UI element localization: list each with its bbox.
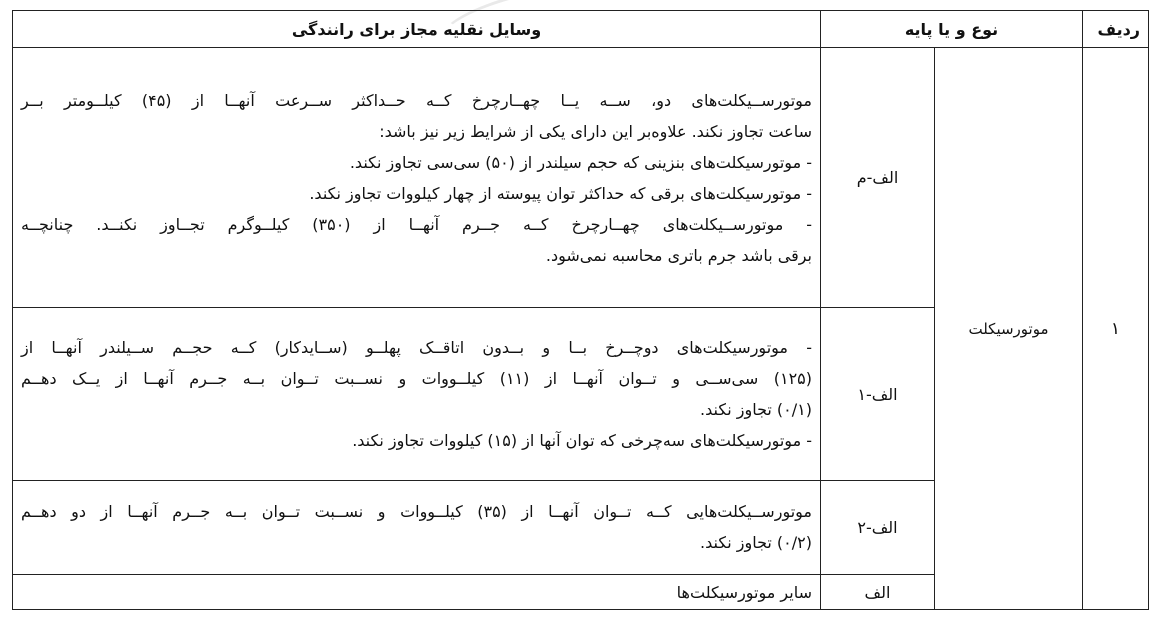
description-line: - موتورسیکلت‌های بنزینی که حجم سیلندر از (۵۰) سی‌سی تجاوز نکند. [349, 152, 812, 172]
main-type-cell: موتورسیکلت [935, 48, 1083, 610]
description-line: - موتورسیکلت‌های دوچــرخ بــا و بــدون اتاقــک پهلــو (ســایدکار) کــه حجــم ســیلندر آنهــا از [21, 338, 812, 358]
vehicle-description [13, 48, 821, 308]
header-vehicles: وسایل نقلیه مجاز برای رانندگی [13, 11, 821, 48]
description-line: - موتورســیکلت‌های چهــارچرخ کــه جــرم آنهــا از (۳۵۰) کیلــوگرم تجــاوز نکنــد. چنانچــه [21, 214, 812, 234]
description-line: - موتورسیکلت‌های برقی که حداکثر توان پیوسته از چهار کیلووات تجاوز نکند. [309, 183, 812, 203]
vehicle-description [13, 308, 821, 480]
vehicle-description [13, 575, 821, 610]
header-row-number: ردیف [1083, 11, 1149, 48]
category-code: الف [821, 575, 935, 610]
row-number-cell: ۱ [1083, 48, 1149, 610]
description-line: - موتورسیکلت‌های سه‌چرخی که توان آنها از (۱۵) کیلووات تجاوز نکند. [352, 431, 812, 451]
header-row [13, 11, 1149, 48]
category-code: الف-م [821, 48, 935, 308]
license-category-table [12, 10, 1149, 610]
description-line: (۰/۲) تجاوز نکند. [700, 533, 812, 553]
description-line: سایر موتورسیکلت‌ها [676, 582, 812, 602]
table-row [13, 48, 1149, 308]
description-line: موتورســیکلت‌های دو، ســه یــا چهــارچرخ کــه حــداکثر ســرعت آنهــا از (۴۵) کیلــومتر بــر [21, 90, 812, 110]
category-code: الف-۱ [821, 308, 935, 480]
description-line: ساعت تجاوز نکند. علاوه‌بر این دارای یکی از شرایط زیر نیز باشد: [379, 121, 812, 141]
header-type: نوع و یا پایه [821, 11, 1083, 48]
description-line: برقی باشد جرم باتری محاسبه نمی‌شود. [545, 245, 812, 265]
description-line: (۱۲۵) سی‌ســی و تــوان آنهــا از (۱۱) کیلــووات و نســبت تــوان بــه جــرم آنهــا از یــک دهــم [21, 369, 812, 389]
vehicle-description [13, 480, 821, 574]
category-code: الف-۲ [821, 480, 935, 574]
description-line: (۰/۱) تجاوز نکند. [700, 400, 812, 420]
description-line: موتورســیکلت‌هایی کــه تــوان آنهــا از (۳۵) کیلــووات و نســبت تــوان بــه جــرم آنهــا از دو دهــم [21, 502, 812, 522]
